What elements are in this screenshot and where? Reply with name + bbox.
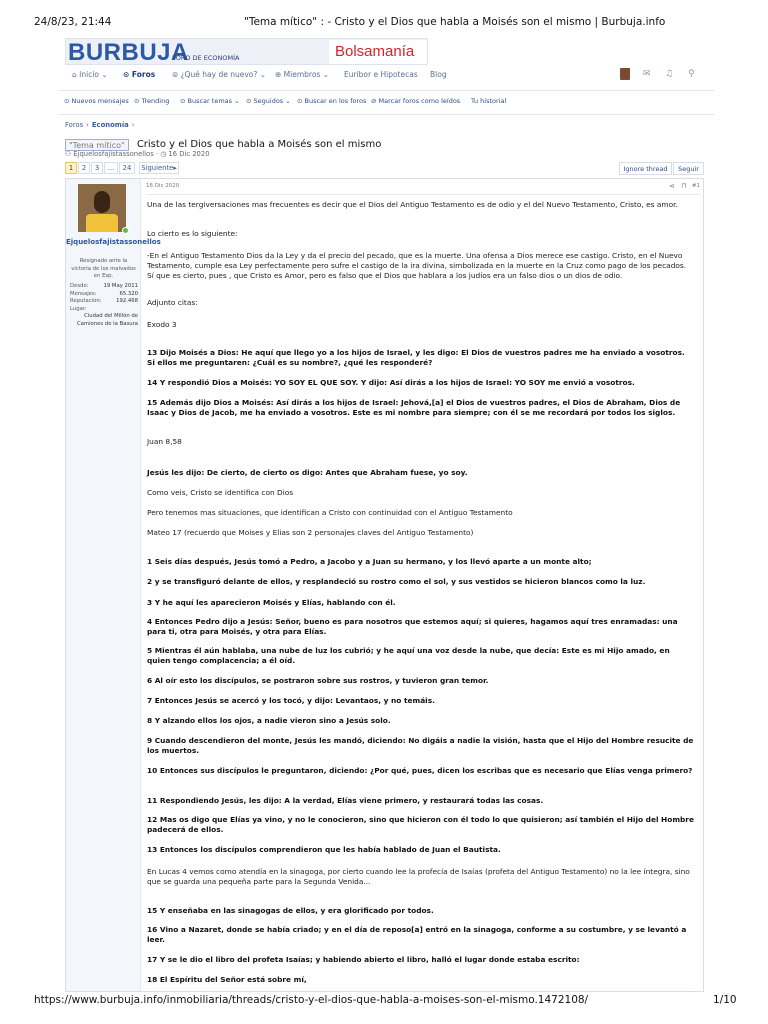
user-icon: ⚇ (65, 150, 72, 158)
stat-value: 65.320 (119, 290, 138, 297)
post-main (142, 179, 704, 991)
post-paragraph: 17 Y se le dio el libro del profeta Isaías; y habiendo abierto el libro, halló el lugar donde estaba escrito: (147, 955, 580, 964)
chevron-right-icon: › (131, 121, 135, 129)
thread-title-row (65, 134, 381, 148)
post-paragraph: Juan 8,58 (147, 437, 182, 446)
nav-euribor[interactable]: Euribor e Hipotecas (344, 70, 418, 79)
breadcrumb (65, 121, 137, 129)
post-paragraph: Pero tenemos mas situaciones, que identifican a Cristo con continuidad con el Antiguo Testamento (147, 508, 513, 517)
post-paragraph: 3 Y he aquí les aparecieron Moisés y Elías, hablando con él. (147, 598, 396, 607)
nav-divider (58, 90, 714, 91)
page-ellipsis[interactable]: ... (104, 162, 118, 174)
breadcrumb-root[interactable]: Foros (65, 121, 84, 129)
chevron-right-icon: › (86, 121, 89, 129)
nav-members[interactable]: ⊕ Miembros ⌄ (275, 70, 329, 79)
post-paragraph: 2 y se transfiguró delante de ellos, y resplandeció su rostro como el sol, y sus vestidos se hicieron blancos como la luz. (147, 577, 646, 586)
partner-logo[interactable]: Bolsamanía (335, 43, 415, 60)
site-logo[interactable]: BURBUJA (68, 39, 189, 66)
page-2[interactable]: 2 (78, 162, 90, 174)
post-paragraph: 18 El Espíritu del Señor está sobre mí, (147, 975, 307, 984)
post-header-divider (146, 194, 700, 195)
stat-label: Lugar: (70, 305, 87, 312)
post-paragraph: Adjunto citas: (147, 298, 198, 307)
bookmark-icon[interactable]: ⊓ (681, 182, 687, 190)
subnav-history[interactable]: Tu historial (471, 97, 507, 105)
caret-right-icon: ▸ (173, 164, 177, 172)
subnav-search-forums[interactable]: ⊙ Buscar en los foros (297, 97, 367, 105)
post-paragraph: 4 Entonces Pedro dijo a Jesús: Señor, bueno es para nosotros que estemos aquí; si quieres, hagamos aquí tres enramadas: una para ti, otra para Moisés, y otra para Elías. (147, 617, 678, 636)
stat-label: Reputación: (70, 298, 102, 304)
page-1[interactable]: 1 (65, 162, 77, 174)
post-paragraph: -En el Antiguo Testamento Dios da la Ley y da el precio del pecado, que es la muerte. Una ofensa a Dios merece ese castigo. Cristo, en el Nuevo Testamento, cumple esa Ley perfectamente pero sufre el castigo de la ira divina, simbolizada en la muerte en la Cruz como pago de los pecados. Sí que es cierto, pues , que Cristo es Amor, pero es falso que el Dios que hablara a los judíos era un falso dios o un dios de odio. (147, 251, 687, 280)
post-header (146, 183, 700, 193)
post-paragraph: Como veis, Cristo se identifica con Dios (147, 488, 294, 497)
stat-label: Mensajes: (70, 290, 97, 297)
stat-value: 192.468 (116, 298, 138, 304)
ignore-thread-button[interactable]: Ignore thread (619, 162, 672, 175)
print-date: 24/8/23, 21:44 (34, 16, 112, 28)
post-paragraph: 9 Cuando descendieron del monte, Jesús les mandó, diciendo: No digáis a nadie la visión, hasta que el Hijo del Hombre resucite de los muertos. (147, 736, 694, 755)
post-paragraph: Una de las tergiversaciones mas frecuentes es decir que el Dios del Antiguo Testamento es de odio y el del Nuevo Testamento, Cristo, es amor. (147, 200, 678, 209)
post-paragraph: 5 Mientras él aún hablaba, una nube de luz los cubrió; y he aquí una voz desde la nube, que decía: Este es mi Hijo amado, en quien tengo complacencia; a él oíd. (147, 646, 670, 665)
stat-label: Desde: (70, 283, 89, 289)
post-number[interactable]: #1 (691, 183, 700, 189)
nav-blog[interactable]: Blog (430, 70, 447, 79)
post-paragraph: 13 Entonces los discípulos comprendieron que les había hablado de Juan el Bautista. (147, 845, 501, 854)
post-paragraph: Mateo 17 (recuerdo que Moises y Elias son 2 personajes claves del Antiguo Testamento) (147, 528, 474, 537)
meta-separator: · (155, 150, 159, 158)
post-paragraph: 14 Y respondió Dios a Moisés: YO SOY EL QUE SOY. Y dijo: Así dirás a los hijos de Israel: YO SOY me envió a vosotros. (147, 378, 635, 387)
site-logo-subtitle: FORO DE ECONOMÍA (172, 54, 240, 62)
post-paragraph: 13 Dijo Moisés a Dios: He aquí que llego yo a los hijos de Israel, y les digo: El Dios de vuestros padres me ha enviado a vosotros. Si ellos me preguntaren: ¿Cuál es su nombre?, ¿qué les responderé? (147, 348, 685, 367)
print-doc-title: "Tema mítico" : - Cristo y el Dios que habla a Moisés son el mismo | Burbuja.info (244, 16, 666, 28)
post-paragraph: 15 Además dijo Dios a Moisés: Así dirás a los hijos de Israel: Jehová,[a] el Dios de vuestros padres, el Dios de Abraham, Dios de Isaac y Dios de Jacob, me ha enviado a vosotros. Este es mi nombre para siempre; con él se me recordará por todos los siglos. (147, 398, 681, 417)
nav-home[interactable]: ⌂ Inicio ⌄ (72, 70, 108, 79)
stat-value: 19 May 2011 (103, 283, 138, 289)
follow-thread-button[interactable]: Seguir (673, 162, 704, 175)
post-paragraph: 8 Y alzando ellos los ojos, a nadie vieron sino a Jesús solo. (147, 716, 391, 725)
subnav-mark-read[interactable]: ⊘ Marcar foros como leídos (371, 97, 461, 105)
post-paragraph: 11 Respondiendo Jesús, les dijo: A la verdad, Elías viene primero, y restaurará todas las cosas. (147, 796, 544, 805)
user-title: Resignado ante la victoria de los malvados en Esp. (71, 258, 136, 279)
thread-author[interactable]: Ejquelosfajistassonellos (73, 150, 154, 158)
post-paragraph: 1 Seis días después, Jesús tomó a Pedro, a Jacobo y a Juan su hermano, y los llevó aparte a un monte alto; (147, 557, 592, 566)
subnav-new-posts[interactable]: ⊙ Nuevos mensajes (64, 97, 129, 105)
print-url: https://www.burbuja.info/inmobiliaria/threads/cristo-y-el-dios-que-habla-a-moises-son-el-mismo.1472108/ (34, 994, 589, 1006)
nav-whats-new[interactable]: ⊜ ¿Qué hay de nuevo? ⌄ (172, 70, 267, 79)
page-3[interactable]: 3 (91, 162, 103, 174)
nav-forums[interactable]: ⊙ Foros (123, 70, 156, 79)
user-avatar[interactable] (620, 68, 630, 80)
thread-date[interactable]: 16 Dic 2020 (168, 150, 210, 158)
stat-location: Ciudad del Millón de Camiones de la Basura (76, 313, 138, 327)
page-24[interactable]: 24 (119, 162, 135, 174)
bell-icon[interactable]: ♫ (665, 69, 674, 79)
print-page-number: 1/10 (713, 994, 737, 1006)
search-icon[interactable]: ⚲ (688, 69, 695, 79)
main-nav (72, 70, 712, 84)
post-paragraph: 12 Mas os digo que Elías ya vino, y no le conocieron, sino que hicieron con él todo lo que quisieron; así también el Hijo del Hombre padecerá de ellos. (147, 815, 694, 834)
post-paragraph: 10 Entonces sus discípulos le preguntaron, diciendo: ¿Por qué, pues, dicen los escribas que es necesario que Elías venga primero? (147, 766, 693, 775)
post-username[interactable]: Ejquelosfajistassonellos (66, 238, 161, 246)
clock-icon: ◷ (160, 150, 167, 158)
post-paragraph: 7 Entonces Jesús se acercó y los tocó, y dijo: Levantaos, y no temáis. (147, 696, 435, 705)
thread-prefix-label[interactable]: "Tema mítico" (65, 139, 129, 151)
partner-banner[interactable] (329, 40, 427, 64)
subnav-divider (58, 114, 714, 115)
breadcrumb-section[interactable]: Economía (91, 121, 129, 129)
post-paragraph: 16 Vino a Nazaret, donde se había criado; y en el día de reposo[a] entró en la sinagoga, conforme a su costumbre, y se levantó a leer. (147, 925, 687, 944)
post-user-panel (66, 179, 161, 991)
thread-meta (65, 150, 210, 158)
thread-title: Cristo y el Dios que habla a Moisés son el mismo (136, 139, 382, 150)
envelope-icon[interactable]: ✉ (643, 69, 651, 79)
next-page-label: Siguiente (141, 164, 174, 172)
post-paragraph: Jesús les dijo: De cierto, de cierto os digo: Antes que Abraham fuese, yo soy. (147, 468, 468, 477)
sub-nav (64, 96, 714, 108)
post-paragraph: En Lucas 4 vemos como atendía en la sinagoga, por cierto cuando lee la profecía de Isaías (profeta del Antiguo Testamento) no la lee íntegra, sino que se guarda una pequeña parte para la Segunda Venida... (147, 867, 690, 886)
post-paragraph: Exodo 3 (147, 320, 177, 329)
subnav-trending[interactable]: ⊙ Trending (134, 97, 170, 105)
post-paragraph: 15 Y enseñaba en las sinagogas de ellos, y era glorificado por todos. (147, 906, 434, 915)
post (65, 178, 704, 992)
subnav-followed[interactable]: ⊙ Seguidos ⌄ (246, 97, 291, 105)
next-page-button[interactable] (139, 162, 179, 174)
post-date[interactable]: 16 Dic 2020 (146, 183, 180, 189)
site-banner[interactable] (65, 38, 428, 65)
user-stats (70, 283, 138, 328)
post-paragraph: Lo cierto es lo siguiente: (147, 229, 238, 238)
share-icon[interactable]: ⋖ (669, 182, 675, 190)
post-paragraph: 6 Al oír esto los discípulos, se postraron sobre sus rostros, y tuvieron gran temor. (147, 676, 489, 685)
online-status-icon (122, 227, 129, 234)
subnav-search-threads[interactable]: ⊙ Buscar temas ⌄ (180, 97, 240, 105)
post-avatar[interactable] (78, 184, 126, 232)
